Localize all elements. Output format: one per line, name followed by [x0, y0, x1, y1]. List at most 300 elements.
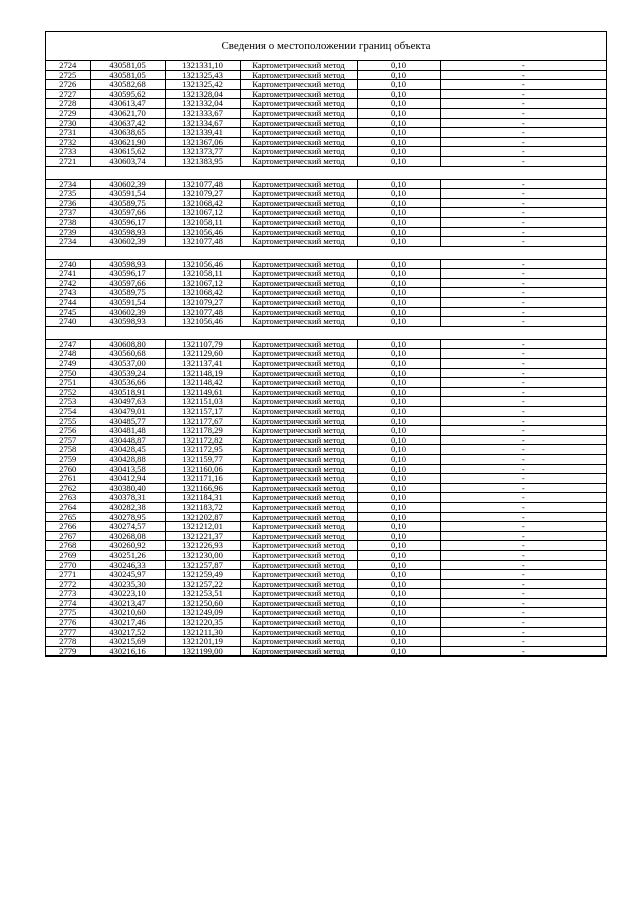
coordinate-x: 430613,47 — [90, 99, 165, 109]
point-number: 2747 — [46, 339, 90, 349]
group-separator — [46, 326, 606, 339]
coordinate-y: 1321157,17 — [165, 407, 240, 417]
description-cell: - — [440, 579, 606, 589]
point-number: 2776 — [46, 618, 90, 628]
table-row — [46, 89, 606, 99]
method-cell: Картометрический метод — [240, 317, 357, 327]
method-cell: Картометрический метод — [240, 646, 357, 656]
coordinate-x: 430260,92 — [90, 541, 165, 551]
point-number: 2727 — [46, 89, 90, 99]
method-cell: Картометрический метод — [240, 589, 357, 599]
method-cell: Картометрический метод — [240, 339, 357, 349]
accuracy-cell: 0,10 — [357, 493, 440, 503]
table-row — [46, 80, 606, 90]
table-row — [46, 208, 606, 218]
method-cell: Картометрический метод — [240, 618, 357, 628]
accuracy-cell: 0,10 — [357, 259, 440, 269]
method-cell: Картометрический метод — [240, 359, 357, 369]
coordinate-y: 1321079,27 — [165, 189, 240, 199]
point-number: 2761 — [46, 474, 90, 484]
point-number: 2774 — [46, 598, 90, 608]
point-number: 2753 — [46, 397, 90, 407]
point-number: 2738 — [46, 217, 90, 227]
table-row — [46, 179, 606, 189]
method-cell: Картометрический метод — [240, 349, 357, 359]
table-row — [46, 288, 606, 298]
description-cell: - — [440, 387, 606, 397]
point-number: 2743 — [46, 288, 90, 298]
coordinate-y: 1321058,11 — [165, 269, 240, 279]
table-row — [46, 550, 606, 560]
table-row — [46, 608, 606, 618]
description-cell: - — [440, 80, 606, 90]
method-cell: Картометрический метод — [240, 550, 357, 560]
coordinate-x: 430245,97 — [90, 570, 165, 580]
point-number: 2768 — [46, 541, 90, 551]
point-number: 2734 — [46, 237, 90, 247]
accuracy-cell: 0,10 — [357, 298, 440, 308]
point-number: 2773 — [46, 589, 90, 599]
coordinate-x: 430213,47 — [90, 598, 165, 608]
coordinate-x: 430448,87 — [90, 435, 165, 445]
coordinate-y: 1321199,00 — [165, 646, 240, 656]
table-row — [46, 637, 606, 647]
coordinate-y: 1321332,04 — [165, 99, 240, 109]
accuracy-cell: 0,10 — [357, 128, 440, 138]
description-cell: - — [440, 550, 606, 560]
method-cell: Картометрический метод — [240, 531, 357, 541]
coordinate-y: 1321160,06 — [165, 464, 240, 474]
description-cell: - — [440, 108, 606, 118]
description-cell: - — [440, 269, 606, 279]
table-row — [46, 118, 606, 128]
coordinate-y: 1321148,42 — [165, 378, 240, 388]
point-number: 2778 — [46, 637, 90, 647]
point-number: 2758 — [46, 445, 90, 455]
coordinate-x: 430223,10 — [90, 589, 165, 599]
separator-cell — [46, 166, 606, 179]
table-row — [46, 237, 606, 247]
method-cell: Картометрический метод — [240, 108, 357, 118]
description-cell: - — [440, 156, 606, 166]
method-cell: Картометрический метод — [240, 579, 357, 589]
accuracy-cell: 0,10 — [357, 70, 440, 80]
point-number: 2770 — [46, 560, 90, 570]
coordinate-x: 430621,90 — [90, 137, 165, 147]
coordinate-y: 1321151,03 — [165, 397, 240, 407]
description-cell: - — [440, 426, 606, 436]
table-row — [46, 464, 606, 474]
method-cell: Картометрический метод — [240, 464, 357, 474]
coordinate-y: 1321183,72 — [165, 502, 240, 512]
description-cell: - — [440, 339, 606, 349]
coordinate-y: 1321325,42 — [165, 80, 240, 90]
table-row — [46, 298, 606, 308]
description-cell: - — [440, 627, 606, 637]
coordinate-y: 1321226,93 — [165, 541, 240, 551]
coordinate-x: 430485,77 — [90, 416, 165, 426]
coordinate-y: 1321249,09 — [165, 608, 240, 618]
description-cell: - — [440, 493, 606, 503]
accuracy-cell: 0,10 — [357, 208, 440, 218]
coordinate-y: 1321331,10 — [165, 61, 240, 70]
point-number: 2724 — [46, 61, 90, 70]
description-cell: - — [440, 531, 606, 541]
description-cell: - — [440, 397, 606, 407]
accuracy-cell: 0,10 — [357, 137, 440, 147]
point-number: 2734 — [46, 179, 90, 189]
point-number: 2766 — [46, 522, 90, 532]
description-cell: - — [440, 179, 606, 189]
coordinate-x: 430539,24 — [90, 368, 165, 378]
table-row — [46, 128, 606, 138]
table-row — [46, 70, 606, 80]
table-row — [46, 147, 606, 157]
coordinate-y: 1321253,51 — [165, 589, 240, 599]
coordinate-y: 1321333,67 — [165, 108, 240, 118]
method-cell: Картометрический метод — [240, 426, 357, 436]
point-number: 2771 — [46, 570, 90, 580]
coordinate-x: 430591,54 — [90, 298, 165, 308]
method-cell: Картометрический метод — [240, 474, 357, 484]
description-cell: - — [440, 378, 606, 388]
coordinate-y: 1321202,87 — [165, 512, 240, 522]
coordinate-x: 430278,95 — [90, 512, 165, 522]
coordinate-y: 1321149,61 — [165, 387, 240, 397]
coordinate-y: 1321177,67 — [165, 416, 240, 426]
accuracy-cell: 0,10 — [357, 61, 440, 70]
coordinate-x: 430608,80 — [90, 339, 165, 349]
coordinate-y: 1321220,35 — [165, 618, 240, 628]
method-cell: Картометрический метод — [240, 368, 357, 378]
description-cell: - — [440, 598, 606, 608]
point-number: 2740 — [46, 317, 90, 327]
accuracy-cell: 0,10 — [357, 627, 440, 637]
coordinate-x: 430581,05 — [90, 70, 165, 80]
method-cell: Картометрический метод — [240, 227, 357, 237]
method-cell: Картометрический метод — [240, 80, 357, 90]
coordinate-x: 430621,70 — [90, 108, 165, 118]
point-number: 2750 — [46, 368, 90, 378]
point-number: 2751 — [46, 378, 90, 388]
point-number: 2721 — [46, 156, 90, 166]
accuracy-cell: 0,10 — [357, 339, 440, 349]
method-cell: Картометрический метод — [240, 387, 357, 397]
point-number: 2739 — [46, 227, 90, 237]
coordinate-x: 430560,68 — [90, 349, 165, 359]
point-number: 2740 — [46, 259, 90, 269]
description-cell: - — [440, 502, 606, 512]
description-cell: - — [440, 483, 606, 493]
accuracy-cell: 0,10 — [357, 89, 440, 99]
coordinate-x: 430268,08 — [90, 531, 165, 541]
coordinate-x: 430602,39 — [90, 179, 165, 189]
point-number: 2754 — [46, 407, 90, 417]
accuracy-cell: 0,10 — [357, 349, 440, 359]
point-number: 2732 — [46, 137, 90, 147]
accuracy-cell: 0,10 — [357, 426, 440, 436]
description-cell: - — [440, 317, 606, 327]
coordinate-x: 430282,38 — [90, 502, 165, 512]
table-row — [46, 99, 606, 109]
method-cell: Картометрический метод — [240, 198, 357, 208]
description-cell: - — [440, 118, 606, 128]
table-row — [46, 445, 606, 455]
table-row — [46, 108, 606, 118]
coordinate-y: 1321172,82 — [165, 435, 240, 445]
point-number: 2756 — [46, 426, 90, 436]
method-cell: Картометрический метод — [240, 89, 357, 99]
accuracy-cell: 0,10 — [357, 156, 440, 166]
method-cell: Картометрический метод — [240, 407, 357, 417]
table-row — [46, 570, 606, 580]
coordinate-x: 430603,74 — [90, 156, 165, 166]
description-cell: - — [440, 541, 606, 551]
method-cell: Картометрический метод — [240, 259, 357, 269]
coordinate-x: 430481,48 — [90, 426, 165, 436]
separator-cell — [46, 326, 606, 339]
accuracy-cell: 0,10 — [357, 217, 440, 227]
point-number: 2736 — [46, 198, 90, 208]
description-cell: - — [440, 618, 606, 628]
coordinate-x: 430518,91 — [90, 387, 165, 397]
point-number: 2745 — [46, 307, 90, 317]
description-cell: - — [440, 512, 606, 522]
description-cell: - — [440, 435, 606, 445]
point-number: 2777 — [46, 627, 90, 637]
table-row — [46, 217, 606, 227]
description-cell: - — [440, 307, 606, 317]
method-cell: Картометрический метод — [240, 189, 357, 199]
accuracy-cell: 0,10 — [357, 237, 440, 247]
accuracy-cell: 0,10 — [357, 387, 440, 397]
accuracy-cell: 0,10 — [357, 483, 440, 493]
coordinate-y: 1321257,87 — [165, 560, 240, 570]
table-row — [46, 646, 606, 656]
accuracy-cell: 0,10 — [357, 512, 440, 522]
coordinate-x: 430602,39 — [90, 307, 165, 317]
description-cell: - — [440, 608, 606, 618]
coordinate-y: 1321334,67 — [165, 118, 240, 128]
table-row — [46, 512, 606, 522]
accuracy-cell: 0,10 — [357, 618, 440, 628]
coordinate-y: 1321230,00 — [165, 550, 240, 560]
method-cell: Картометрический метод — [240, 502, 357, 512]
coordinate-y: 1321159,77 — [165, 454, 240, 464]
table-row — [46, 397, 606, 407]
coordinate-y: 1321166,96 — [165, 483, 240, 493]
accuracy-cell: 0,10 — [357, 227, 440, 237]
table-row — [46, 339, 606, 349]
accuracy-cell: 0,10 — [357, 269, 440, 279]
method-cell: Картометрический метод — [240, 416, 357, 426]
method-cell: Картометрический метод — [240, 298, 357, 308]
description-cell: - — [440, 288, 606, 298]
point-number: 2733 — [46, 147, 90, 157]
coordinate-x: 430251,26 — [90, 550, 165, 560]
point-number: 2737 — [46, 208, 90, 218]
coordinate-y: 1321129,60 — [165, 349, 240, 359]
description-cell: - — [440, 349, 606, 359]
method-cell: Картометрический метод — [240, 598, 357, 608]
description-cell: - — [440, 298, 606, 308]
accuracy-cell: 0,10 — [357, 317, 440, 327]
method-cell: Картометрический метод — [240, 454, 357, 464]
boundary-document — [45, 31, 607, 657]
accuracy-cell: 0,10 — [357, 189, 440, 199]
method-cell: Картометрический метод — [240, 307, 357, 317]
table-row — [46, 156, 606, 166]
coordinate-x: 430274,57 — [90, 522, 165, 532]
coordinate-x: 430591,54 — [90, 189, 165, 199]
separator-cell — [46, 246, 606, 259]
description-cell: - — [440, 278, 606, 288]
point-number: 2762 — [46, 483, 90, 493]
coordinate-y: 1321079,27 — [165, 298, 240, 308]
point-number: 2757 — [46, 435, 90, 445]
accuracy-cell: 0,10 — [357, 531, 440, 541]
accuracy-cell: 0,10 — [357, 637, 440, 647]
method-cell: Картометрический метод — [240, 99, 357, 109]
table-row — [46, 502, 606, 512]
accuracy-cell: 0,10 — [357, 407, 440, 417]
point-number: 2749 — [46, 359, 90, 369]
accuracy-cell: 0,10 — [357, 464, 440, 474]
method-cell: Картометрический метод — [240, 147, 357, 157]
accuracy-cell: 0,10 — [357, 541, 440, 551]
accuracy-cell: 0,10 — [357, 416, 440, 426]
accuracy-cell: 0,10 — [357, 598, 440, 608]
point-number: 2735 — [46, 189, 90, 199]
table-row — [46, 435, 606, 445]
description-cell: - — [440, 61, 606, 70]
coordinate-y: 1321077,48 — [165, 179, 240, 189]
description-cell: - — [440, 227, 606, 237]
table-row — [46, 541, 606, 551]
method-cell: Картометрический метод — [240, 627, 357, 637]
coordinate-y: 1321201,19 — [165, 637, 240, 647]
coordinate-x: 430596,17 — [90, 217, 165, 227]
accuracy-cell: 0,10 — [357, 359, 440, 369]
point-number: 2730 — [46, 118, 90, 128]
coordinate-y: 1321056,46 — [165, 259, 240, 269]
description-cell: - — [440, 589, 606, 599]
description-cell: - — [440, 359, 606, 369]
description-cell: - — [440, 189, 606, 199]
method-cell: Картометрический метод — [240, 493, 357, 503]
coordinate-y: 1321148,19 — [165, 368, 240, 378]
coordinate-y: 1321067,12 — [165, 278, 240, 288]
accuracy-cell: 0,10 — [357, 579, 440, 589]
table-row — [46, 189, 606, 199]
accuracy-cell: 0,10 — [357, 560, 440, 570]
method-cell: Картометрический метод — [240, 237, 357, 247]
table-row — [46, 227, 606, 237]
group-separator — [46, 246, 606, 259]
coordinate-y: 1321383,95 — [165, 156, 240, 166]
coordinate-x: 430536,66 — [90, 378, 165, 388]
coordinate-x: 430597,66 — [90, 278, 165, 288]
coordinate-x: 430217,46 — [90, 618, 165, 628]
method-cell: Картометрический метод — [240, 179, 357, 189]
coordinate-x: 430216,16 — [90, 646, 165, 656]
method-cell: Картометрический метод — [240, 378, 357, 388]
coordinate-y: 1321171,16 — [165, 474, 240, 484]
description-cell: - — [440, 99, 606, 109]
table-row — [46, 560, 606, 570]
method-cell: Картометрический метод — [240, 137, 357, 147]
method-cell: Картометрический метод — [240, 217, 357, 227]
table-row — [46, 483, 606, 493]
method-cell: Картометрический метод — [240, 445, 357, 455]
point-number: 2759 — [46, 454, 90, 464]
coordinate-x: 430217,52 — [90, 627, 165, 637]
point-number: 2765 — [46, 512, 90, 522]
method-cell: Картометрический метод — [240, 278, 357, 288]
coordinate-x: 430597,66 — [90, 208, 165, 218]
point-number: 2775 — [46, 608, 90, 618]
method-cell: Картометрический метод — [240, 637, 357, 647]
coordinate-y: 1321172,95 — [165, 445, 240, 455]
table-row — [46, 416, 606, 426]
description-cell: - — [440, 128, 606, 138]
table-row — [46, 579, 606, 589]
description-cell: - — [440, 198, 606, 208]
coordinate-y: 1321259,49 — [165, 570, 240, 580]
description-cell: - — [440, 570, 606, 580]
coordinate-x: 430235,30 — [90, 579, 165, 589]
coordinate-y: 1321137,41 — [165, 359, 240, 369]
table-row — [46, 269, 606, 279]
coordinate-y: 1321056,46 — [165, 317, 240, 327]
method-cell: Картометрический метод — [240, 61, 357, 70]
coordinate-x: 430246,33 — [90, 560, 165, 570]
point-number: 2763 — [46, 493, 90, 503]
accuracy-cell: 0,10 — [357, 608, 440, 618]
table-row — [46, 259, 606, 269]
point-number: 2731 — [46, 128, 90, 138]
accuracy-cell: 0,10 — [357, 435, 440, 445]
table-row — [46, 598, 606, 608]
table-row — [46, 307, 606, 317]
description-cell: - — [440, 454, 606, 464]
coordinate-x: 430598,93 — [90, 227, 165, 237]
accuracy-cell: 0,10 — [357, 278, 440, 288]
coordinate-x: 430380,40 — [90, 483, 165, 493]
table-row — [46, 137, 606, 147]
description-cell: - — [440, 368, 606, 378]
coordinate-y: 1321339,41 — [165, 128, 240, 138]
table-row — [46, 531, 606, 541]
coordinate-x: 430210,60 — [90, 608, 165, 618]
description-cell: - — [440, 70, 606, 80]
method-cell: Картометрический метод — [240, 541, 357, 551]
coordinate-y: 1321211,30 — [165, 627, 240, 637]
group-separator — [46, 166, 606, 179]
coordinate-x: 430537,00 — [90, 359, 165, 369]
accuracy-cell: 0,10 — [357, 118, 440, 128]
point-number: 2728 — [46, 99, 90, 109]
point-number: 2744 — [46, 298, 90, 308]
description-cell: - — [440, 416, 606, 426]
coordinate-x: 430428,45 — [90, 445, 165, 455]
point-number: 2752 — [46, 387, 90, 397]
accuracy-cell: 0,10 — [357, 502, 440, 512]
coordinate-y: 1321077,48 — [165, 307, 240, 317]
coordinate-y: 1321373,77 — [165, 147, 240, 157]
coordinate-y: 1321077,48 — [165, 237, 240, 247]
accuracy-cell: 0,10 — [357, 99, 440, 109]
